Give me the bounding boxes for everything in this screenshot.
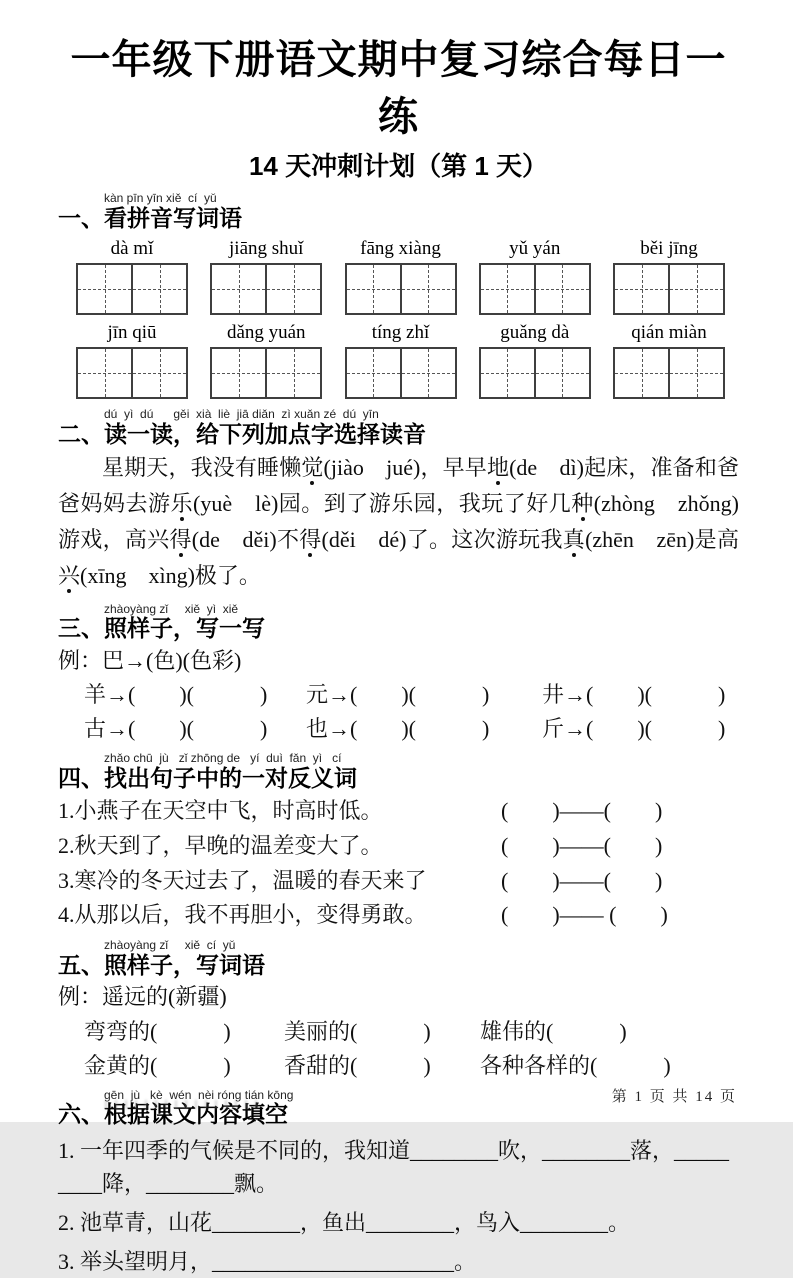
phrase-row <box>58 1017 739 1046</box>
tianzige-cell <box>78 349 131 397</box>
section-title: 照样子，写一写 <box>104 615 265 642</box>
tianzige-cell <box>481 265 534 313</box>
tianzige-cell <box>400 265 455 313</box>
passage-text: 星期天，我没有睡懒 <box>102 455 302 481</box>
antonym-item <box>58 900 739 930</box>
writing-grid <box>210 347 322 399</box>
tianzige-cell <box>347 349 400 397</box>
writing-grid <box>479 263 591 315</box>
dotted-char: 得 <box>169 526 192 552</box>
tianzige-cell <box>265 349 320 397</box>
antonym-answer-blanks: ( )——( ) <box>501 833 663 858</box>
section-title: 找出句子中的一对反义词 <box>104 764 357 791</box>
section-heading <box>58 192 739 231</box>
section-heading <box>58 752 739 791</box>
tianzige-cell <box>78 265 131 313</box>
section-phrase-writing <box>58 939 739 1080</box>
section-pinyin-annotation: gēn jù kè wén nèi róng tián kōng <box>104 1087 294 1102</box>
word-building-item: 斤→( )( ) <box>542 716 726 742</box>
word-building-item: 羊→( )( ) <box>84 682 268 708</box>
passage-text: (zhòng zhǒng)游戏，高兴 <box>58 490 739 552</box>
antonym-sentence: 4.从那以后，我不再胆小，变得勇敢。 <box>58 902 427 928</box>
passage-text: (xīng xìng)极了。 <box>80 562 261 588</box>
example-line: 例：遥远的(新疆) <box>58 984 227 1010</box>
fill-blank-item: 1. 一年四季的气候是不同的，我知道________吹，________落，_________降，________飘。 <box>58 1137 730 1196</box>
pinyin-word-unit <box>613 238 725 315</box>
section-pinyin-annotation: zhǎo chū jù zǐ zhōng de yí duì fǎn yì cí <box>104 751 342 766</box>
antonym-answer-blanks: ( )——( ) <box>501 798 663 824</box>
pinyin-label: dǎng yuán <box>226 322 306 344</box>
pinyin-word-unit <box>76 322 188 399</box>
writing-grid <box>76 263 188 315</box>
pinyin-word-unit <box>76 238 188 315</box>
tianzige-cell <box>212 349 265 397</box>
section-number: 三、 <box>58 615 104 642</box>
pinyin-label: jiāng shuǐ <box>229 238 304 260</box>
dotted-char: 真 <box>562 526 586 552</box>
pinyin-grid-row <box>58 322 739 399</box>
pinyin-label: fāng xiàng <box>360 238 441 260</box>
phrase-item: 金黄的( ) <box>84 1052 231 1078</box>
tianzige-cell <box>615 349 668 397</box>
section-number: 四、 <box>58 764 104 791</box>
pinyin-word-unit <box>210 322 322 399</box>
phrase-item: 雄伟的( ) <box>480 1018 627 1044</box>
page-number: 第 1 页 共 14 页 <box>611 1089 737 1105</box>
section-title: 照样子，写词语 <box>104 951 265 978</box>
antonym-answer-blanks: ( )—— ( ) <box>501 902 668 928</box>
antonym-answer-blanks: ( )——( ) <box>501 867 663 893</box>
pinyin-grid-row <box>58 238 739 315</box>
section-heading <box>58 939 739 978</box>
word-building-item: 井→( )( ) <box>542 682 726 708</box>
tianzige-cell <box>534 349 589 397</box>
dotted-char: 觉 <box>301 455 324 481</box>
section-word-building <box>58 603 739 744</box>
section-fill-in-blanks <box>58 1089 739 1278</box>
writing-grid <box>76 347 188 399</box>
passage-text: (děi dé)了。这次游玩我 <box>321 526 563 552</box>
section-title: 看拼音写词语 <box>104 204 242 231</box>
tianzige-cell <box>668 265 723 313</box>
tianzige-cell <box>481 349 534 397</box>
passage-text: (jiào jué)，早早 <box>323 455 487 481</box>
tianzige-cell <box>534 265 589 313</box>
writing-grid <box>479 347 591 399</box>
tianzige-cell <box>615 265 668 313</box>
pinyin-word-unit <box>345 238 457 315</box>
word-building-row <box>58 680 739 709</box>
phrase-item: 弯弯的( ) <box>84 1018 231 1044</box>
phrase-item: 美丽的( ) <box>284 1018 431 1044</box>
example-line: 例：巴→(色)(色彩) <box>58 647 242 673</box>
antonym-item <box>58 831 739 861</box>
antonym-item <box>58 866 739 896</box>
passage-text: (de dì)起床，准备和爸爸妈妈去游 <box>58 455 739 516</box>
pinyin-label: qián miàn <box>631 322 707 344</box>
pinyin-label: běi jīng <box>640 238 698 260</box>
pinyin-word-unit <box>210 238 322 315</box>
dotted-char: 兴 <box>58 562 81 588</box>
faint-print-artifact <box>105 1100 265 1109</box>
passage-text: (zhēn zēn)是高 <box>585 526 739 552</box>
writing-grid <box>210 263 322 315</box>
word-building-item: 古→( )( ) <box>84 716 268 742</box>
pinyin-label: tíng zhǐ <box>371 322 430 344</box>
dotted-char: 种 <box>571 490 594 516</box>
section-heading <box>58 408 739 447</box>
antonym-sentence: 1.小燕子在天空中飞，时高时低。 <box>58 798 383 824</box>
phrase-item: 各种各样的( ) <box>480 1052 671 1078</box>
section-title: 读一读，给下列加点字选择读音 <box>104 420 426 447</box>
tianzige-cell <box>131 265 186 313</box>
page-title: 一年级下册语文期中复习综合每日一练 <box>70 38 727 139</box>
section-heading <box>58 603 739 642</box>
pinyin-word-unit <box>345 322 457 399</box>
section-number: 六、 <box>58 1101 104 1128</box>
dotted-char: 地 <box>486 455 510 481</box>
section-pinyin-annotation: dú yì dú gěi xià liè jiā diǎn zì xuǎn zé dú yīn <box>104 407 379 422</box>
section-number: 二、 <box>58 420 104 447</box>
tianzige-cell <box>265 265 320 313</box>
section-pinyin-annotation: zhàoyàng zǐ xiě cí yǔ <box>104 938 236 953</box>
tianzige-cell <box>131 349 186 397</box>
writing-grid <box>613 263 725 315</box>
section-number: 五、 <box>58 951 104 978</box>
writing-grid <box>613 347 725 399</box>
tianzige-cell <box>400 349 455 397</box>
phrase-row <box>58 1051 739 1080</box>
section-pinyin-annotation: kàn pīn yīn xiě cí yǔ <box>104 191 217 205</box>
section-title: 根据课文内容填空 <box>104 1101 288 1128</box>
section-pinyin-annotation: zhàoyàng zǐ xiě yì xiě <box>104 601 239 616</box>
antonym-item <box>58 796 739 826</box>
pinyin-word-unit <box>479 238 591 315</box>
section-antonyms <box>58 752 739 930</box>
passage-text: (de děi)不 <box>191 526 300 552</box>
dotted-char: 得 <box>299 526 322 552</box>
pinyin-label: jīn qiū <box>107 322 157 344</box>
section-number: 一、 <box>58 204 104 231</box>
phrase-item: 香甜的( ) <box>284 1052 431 1078</box>
writing-grid <box>345 263 457 315</box>
tianzige-cell <box>668 349 723 397</box>
reading-passage <box>58 450 739 593</box>
word-building-item: 也→( )( ) <box>306 716 490 742</box>
pinyin-word-unit <box>479 322 591 399</box>
section-reading-choice <box>58 408 739 593</box>
word-building-item: 元→( )( ) <box>306 682 490 708</box>
tianzige-cell <box>347 265 400 313</box>
section-pinyin-writing <box>58 192 739 399</box>
pinyin-label: yǔ yán <box>509 238 561 260</box>
page-subtitle: 14 天冲刺计划（第 1 天） <box>248 151 549 181</box>
antonym-sentence: 3.寒冷的冬天过去了，温暖的春天来了 <box>58 867 427 893</box>
antonym-sentence: 2.秋天到了，早晚的温差变大了。 <box>58 833 383 858</box>
fill-blank-item: 2. 池草青，山花________，鱼出________，鸟入________。 <box>58 1209 631 1235</box>
writing-grid <box>345 347 457 399</box>
fill-blank-item: 3. 举头望明月，______________________。 <box>58 1248 477 1274</box>
dotted-char: 乐 <box>170 490 193 516</box>
pinyin-label: dà mǐ <box>110 238 154 260</box>
pinyin-word-unit <box>613 322 725 399</box>
passage-text: (yuè lè)园。到了游乐园，我玩了好几 <box>193 490 572 516</box>
pinyin-label: guǎng dà <box>500 322 570 344</box>
tianzige-cell <box>212 265 265 313</box>
word-building-row <box>58 714 739 743</box>
